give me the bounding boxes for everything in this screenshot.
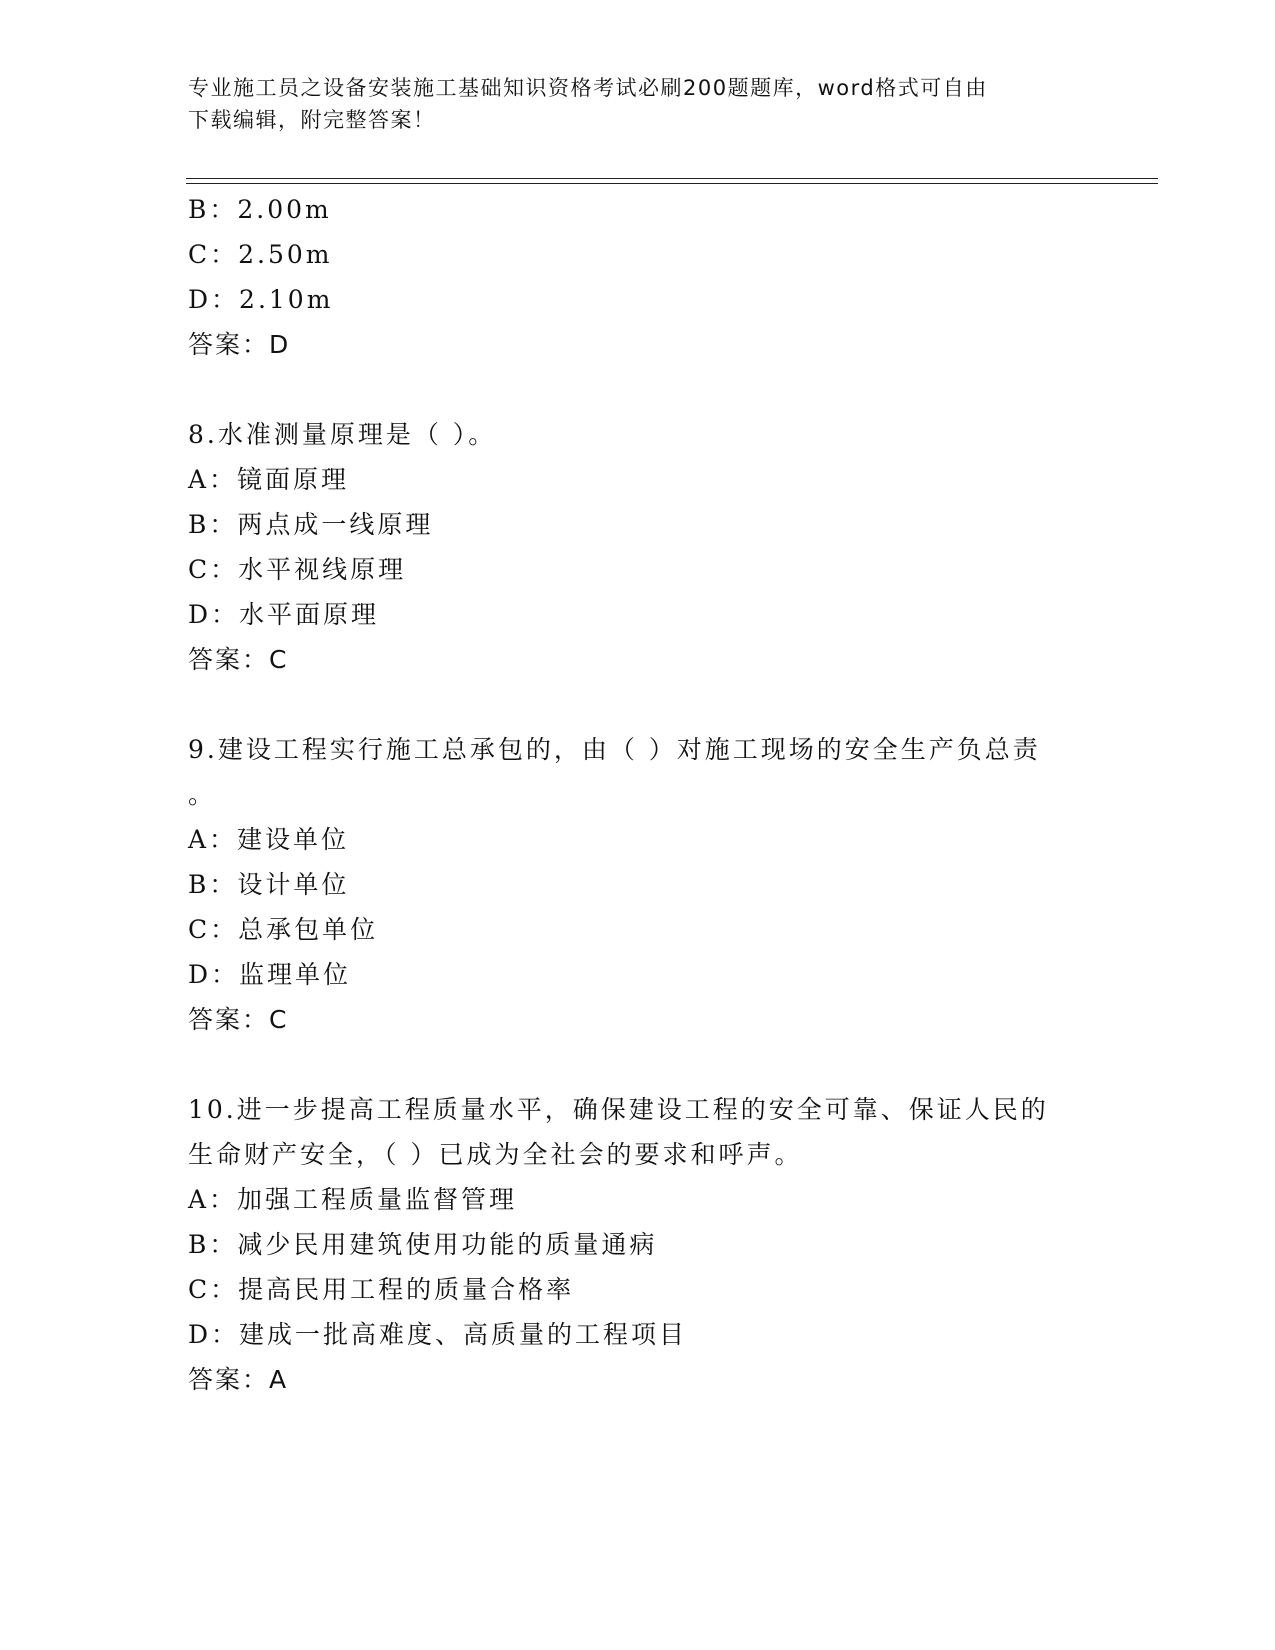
q10-question-line-2: 生命财产安全，（ ）已成为全社会的要求和呼声。 bbox=[188, 1140, 803, 1169]
q10-question-line-1: 10.进一步提高工程质量水平，确保建设工程的安全可靠、保证人民的 bbox=[188, 1095, 1049, 1124]
header-divider-top bbox=[186, 178, 1158, 179]
q9-question-line-2: 。 bbox=[188, 780, 217, 809]
q10-option-c: C：提高民用工程的质量合格率 bbox=[188, 1275, 575, 1304]
q9-option-a: A：建设单位 bbox=[188, 825, 350, 854]
q8-option-c: C：水平视线原理 bbox=[188, 555, 407, 584]
q8-question: 8.水准测量原理是（ ）。 bbox=[188, 420, 497, 449]
q10-option-b: B：减少民用建筑使用功能的质量通病 bbox=[188, 1230, 658, 1259]
q8-answer: 答案：C bbox=[188, 645, 289, 674]
q9-question-line-1: 9.建设工程实行施工总承包的，由（ ）对施工现场的安全生产负总责 bbox=[188, 735, 1041, 764]
q10-answer: 答案：A bbox=[188, 1365, 289, 1394]
document-header bbox=[188, 72, 1088, 136]
q7-option-b: B：2.00m bbox=[188, 195, 332, 224]
q9-option-b: B：设计单位 bbox=[188, 870, 350, 899]
q9-option-d: D：监理单位 bbox=[188, 960, 352, 989]
q8-option-b: B：两点成一线原理 bbox=[188, 510, 434, 539]
q10-option-d: D：建成一批高难度、高质量的工程项目 bbox=[188, 1320, 688, 1349]
q8-option-a: A：镜面原理 bbox=[188, 465, 350, 494]
q7-option-d: D：2.10m bbox=[188, 285, 334, 314]
q7-answer: 答案：D bbox=[188, 330, 291, 359]
header-line-1: 专业施工员之设备安装施工基础知识资格考试必刷200题题库，word格式可自由 bbox=[188, 76, 988, 100]
q9-option-c: C：总承包单位 bbox=[188, 915, 379, 944]
q7-option-c: C：2.50m bbox=[188, 240, 333, 269]
q8-option-d: D：水平面原理 bbox=[188, 600, 380, 629]
header-line-2: 下载编辑，附完整答案！ bbox=[188, 108, 436, 132]
q10-option-a: A：加强工程质量监督管理 bbox=[188, 1185, 518, 1214]
q9-answer: 答案：C bbox=[188, 1005, 289, 1034]
header-divider-bottom bbox=[186, 183, 1158, 184]
